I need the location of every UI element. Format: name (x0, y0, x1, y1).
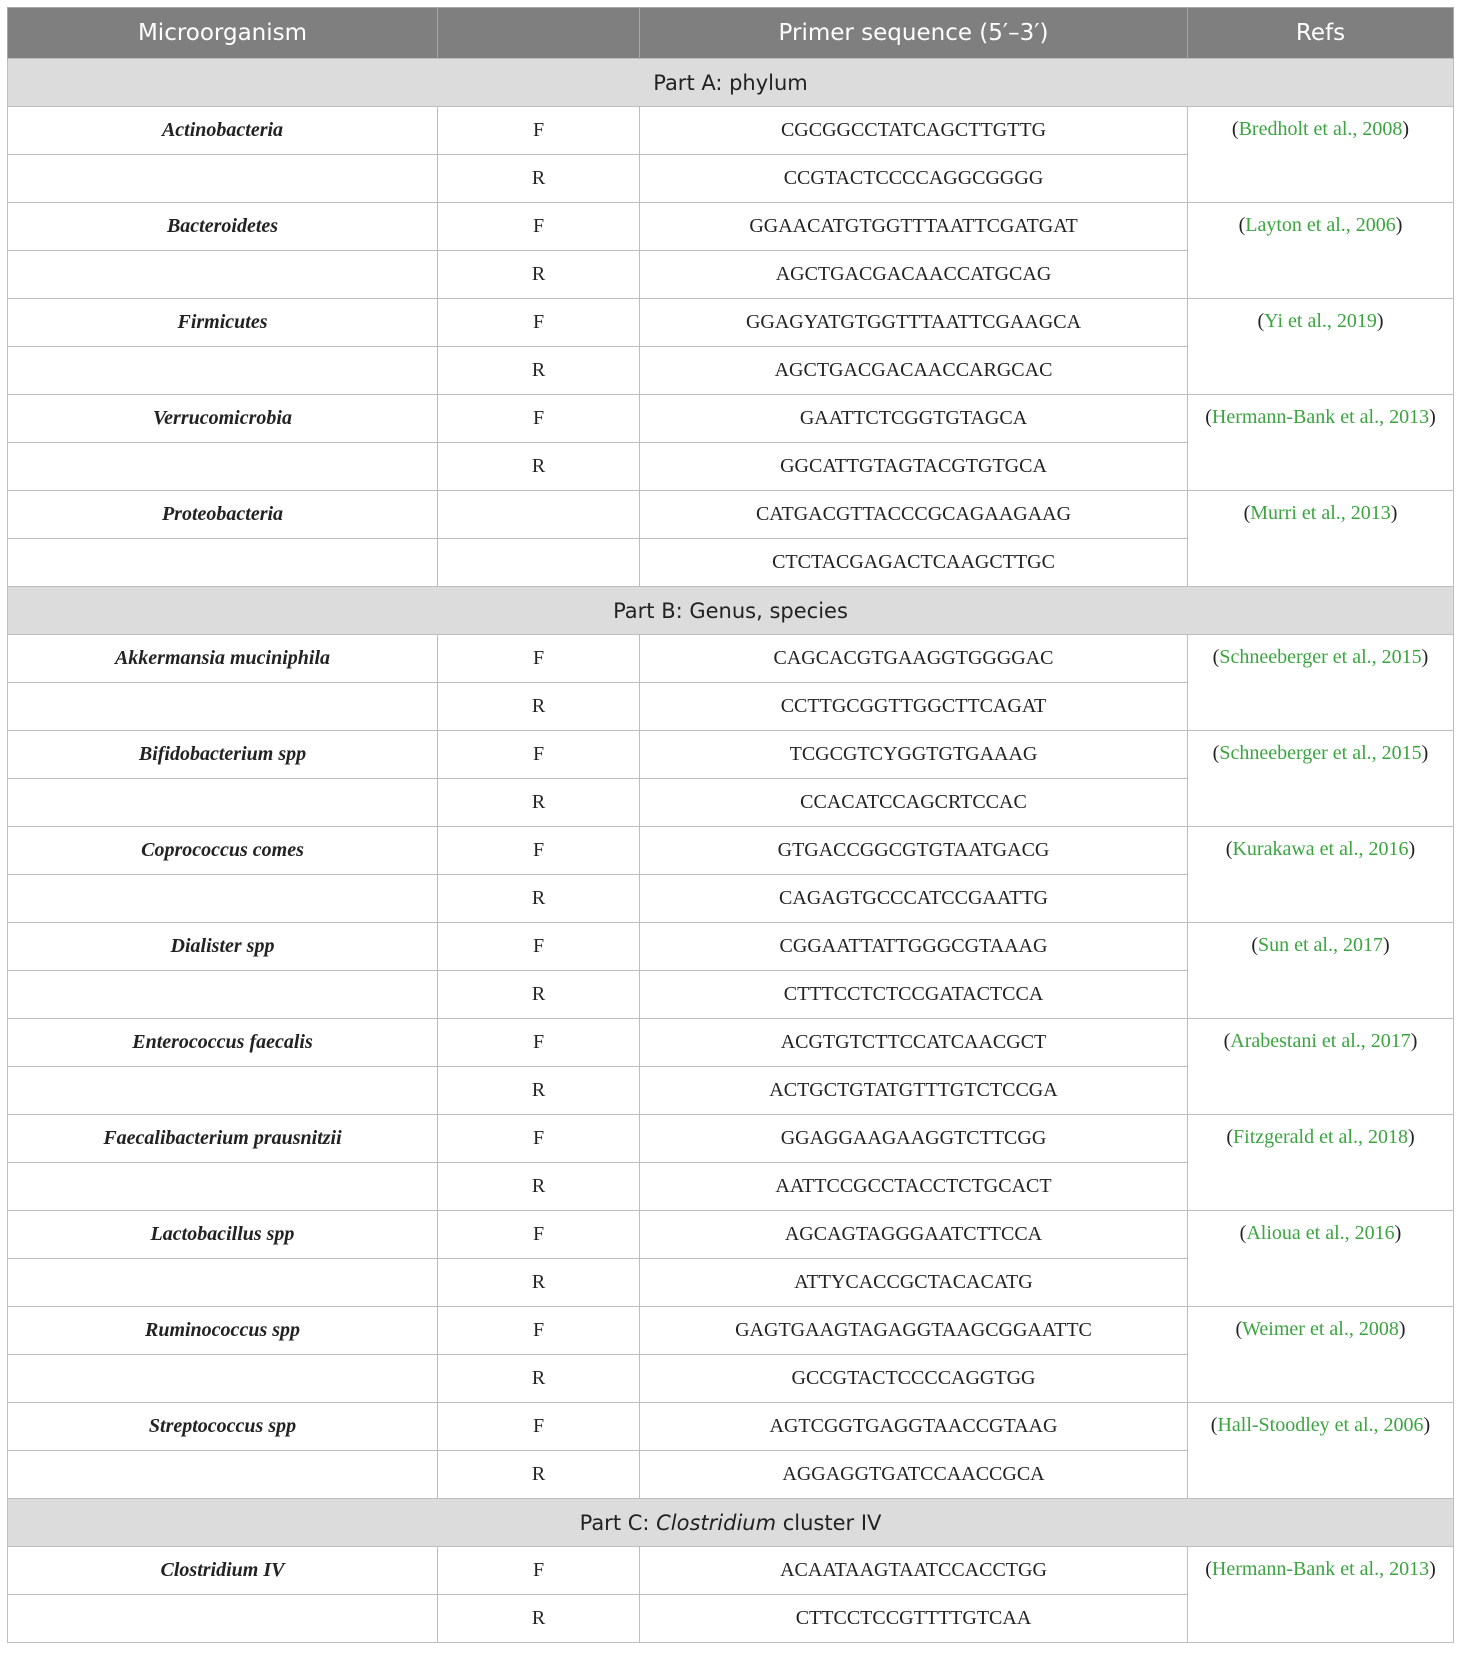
section-header-row (8, 587, 1454, 635)
header-refs: Refs (1188, 8, 1454, 59)
header-row (8, 8, 1454, 59)
open-paren: ( (1205, 1558, 1212, 1580)
strand-forward: F (438, 107, 640, 155)
strand-reverse: R (438, 1163, 640, 1211)
reverse-sequence: AATTCCGCCTACCTCTGCACT (640, 1163, 1188, 1211)
reference-cell (1188, 299, 1454, 395)
reference-cell (1188, 107, 1454, 203)
strand-forward: F (438, 1115, 640, 1163)
close-paren: ) (1429, 1558, 1436, 1580)
reference-link[interactable]: Schneeberger et al., 2015 (1219, 742, 1422, 764)
table-row-forward (8, 1211, 1454, 1259)
reference-link[interactable]: Arabestani et al., 2017 (1230, 1030, 1411, 1052)
organism-empty-cell (8, 1355, 438, 1403)
reference-cell (1188, 1019, 1454, 1115)
close-paren: ) (1421, 742, 1429, 764)
forward-sequence: CGGAATTATTGGGCGTAAAG (640, 923, 1188, 971)
header-primer-sequence: Primer sequence (5′–3′) (640, 8, 1188, 59)
header-microorganism: Microorganism (8, 8, 438, 59)
open-paren: ( (1231, 118, 1239, 140)
organism-name: Bacteroidetes (8, 203, 438, 251)
reverse-sequence: CTTCCTCCGTTTTGTCAA (640, 1595, 1188, 1643)
organism-empty-cell (8, 155, 438, 203)
strand-reverse: R (438, 1355, 640, 1403)
section-title: Part B: Genus, species (8, 587, 1454, 635)
strand-forward: F (438, 635, 640, 683)
forward-sequence: GGAGYATGTGGTTTAATTCGAAGCA (640, 299, 1188, 347)
section-title-prefix: Part C: (579, 1510, 657, 1535)
table-body (8, 59, 1454, 1643)
organism-empty-cell (8, 539, 438, 587)
strand-reverse: R (438, 1259, 640, 1307)
strand-reverse: R (438, 347, 640, 395)
strand-reverse: R (438, 443, 640, 491)
organism-empty-cell (8, 971, 438, 1019)
organism-name: Streptococcus spp (8, 1403, 438, 1451)
forward-sequence: CGCGGCCTATCAGCTTGTTG (640, 107, 1188, 155)
reference-link[interactable]: Fitzgerald et al., 2018 (1233, 1126, 1408, 1148)
organism-name: Akkermansia muciniphila (8, 635, 438, 683)
close-paren: ) (1402, 118, 1410, 140)
table-row-forward (8, 1403, 1454, 1451)
reference-link[interactable]: Yi et al., 2019 (1264, 310, 1377, 332)
strand-reverse: R (438, 251, 640, 299)
organism-empty-cell (8, 875, 438, 923)
reverse-sequence: CCACATCCAGCRTCCAC (640, 779, 1188, 827)
strand-forward: F (438, 923, 640, 971)
reverse-sequence: GGCATTGTAGTACGTGTGCA (640, 443, 1188, 491)
section-title: Part A: phylum (8, 59, 1454, 107)
forward-sequence: GTGACCGGCGTGTAATGACG (640, 827, 1188, 875)
forward-sequence: AGTCGGTGAGGTAACCGTAAG (640, 1403, 1188, 1451)
forward-sequence: ACGTGTCTTCCATCAACGCT (640, 1019, 1188, 1067)
reference-cell (1188, 491, 1454, 587)
reverse-sequence: AGCTGACGACAACCATGCAG (640, 251, 1188, 299)
strand-forward: F (438, 827, 640, 875)
strand-reverse: R (438, 1067, 640, 1115)
reference-link[interactable]: Murri et al., 2013 (1250, 502, 1391, 524)
table-row-forward (8, 635, 1454, 683)
strand-reverse: R (438, 155, 640, 203)
reference-cell (1188, 1211, 1454, 1307)
table-row-forward (8, 1547, 1454, 1595)
section-title-suffix: cluster IV (776, 1510, 882, 1535)
forward-sequence: CATGACGTTACCCGCAGAAGAAG (640, 491, 1188, 539)
close-paren: ) (1394, 1222, 1402, 1244)
reference-link[interactable]: Bredholt et al., 2008 (1238, 118, 1403, 140)
reverse-sequence: AGCTGACGACAACCARGCAC (640, 347, 1188, 395)
organism-empty-cell (8, 251, 438, 299)
close-paren: ) (1421, 646, 1429, 668)
organism-name: Actinobacteria (8, 107, 438, 155)
table-row-forward (8, 107, 1454, 155)
reference-link[interactable]: Kurakawa et al., 2016 (1232, 838, 1409, 860)
reference-link[interactable]: Sun et al., 2017 (1258, 934, 1383, 956)
reference-cell (1188, 1403, 1454, 1499)
organism-name: Faecalibacterium prausnitzii (8, 1115, 438, 1163)
organism-name: Ruminococcus spp (8, 1307, 438, 1355)
strand-forward: F (438, 203, 640, 251)
reference-cell (1188, 635, 1454, 731)
strand-reverse: R (438, 1595, 640, 1643)
reference-link[interactable]: Weimer et al., 2008 (1242, 1318, 1399, 1340)
reverse-sequence: ACTGCTGTATGTTTGTCTCCGA (640, 1067, 1188, 1115)
reference-cell (1188, 731, 1454, 827)
section-title-italic: Clostridium (656, 1510, 777, 1535)
open-paren: ( (1223, 1030, 1231, 1052)
organism-name: Verrucomicrobia (8, 395, 438, 443)
organism-name: Proteobacteria (8, 491, 438, 539)
strand-forward: F (438, 1547, 640, 1595)
organism-name: Enterococcus faecalis (8, 1019, 438, 1067)
strand-reverse: R (438, 779, 640, 827)
strand-forward: F (438, 1403, 640, 1451)
organism-empty-cell (8, 347, 438, 395)
organism-empty-cell (8, 779, 438, 827)
table-row-forward (8, 923, 1454, 971)
reference-cell (1188, 1115, 1454, 1211)
organism-empty-cell (8, 1163, 438, 1211)
forward-sequence: GGAGGAAGAAGGTCTTCGG (640, 1115, 1188, 1163)
strand-forward: F (438, 1019, 640, 1067)
organism-name: Bifidobacterium spp (8, 731, 438, 779)
reference-cell (1188, 1307, 1454, 1403)
organism-name: Firmicutes (8, 299, 438, 347)
reverse-sequence: CTCTACGAGACTCAAGCTTGC (640, 539, 1188, 587)
open-paren: ( (1205, 406, 1212, 428)
close-paren: ) (1395, 214, 1403, 236)
close-paren: ) (1423, 1414, 1431, 1436)
forward-sequence: ACAATAAGTAATCCACCTGG (640, 1547, 1188, 1595)
reference-cell (1188, 203, 1454, 299)
table-row-forward (8, 827, 1454, 875)
open-paren: ( (1257, 310, 1265, 332)
close-paren: ) (1407, 1126, 1415, 1148)
strand-reverse: R (438, 1451, 640, 1499)
reference-link[interactable]: Hall-Stoodley et al., 2006 (1217, 1414, 1424, 1436)
strand-forward: F (438, 731, 640, 779)
organism-name: Clostridium IV (8, 1547, 438, 1595)
organism-empty-cell (8, 1451, 438, 1499)
forward-sequence: GAGTGAAGTAGAGGTAAGCGGAATTC (640, 1307, 1188, 1355)
table-row-forward (8, 299, 1454, 347)
strand-forward (438, 491, 640, 539)
reference-link[interactable]: Hermann-Bank et al., 2013 (1211, 406, 1430, 428)
organism-name: Coprococcus comes (8, 827, 438, 875)
reference-link[interactable]: Hermann-Bank et al., 2013 (1211, 1558, 1430, 1580)
header-strand (438, 8, 640, 59)
open-paren: ( (1226, 1126, 1234, 1148)
primer-table-container (7, 7, 1453, 1643)
organism-name: Dialister spp (8, 923, 438, 971)
forward-sequence: GAATTCTCGGTGTAGCA (640, 395, 1188, 443)
section-header-row (8, 1499, 1454, 1547)
reference-link[interactable]: Schneeberger et al., 2015 (1219, 646, 1422, 668)
strand-forward: F (438, 1307, 640, 1355)
open-paren: ( (1212, 742, 1220, 764)
forward-sequence: TCGCGTCYGGTGTGAAAG (640, 731, 1188, 779)
reverse-sequence: CAGAGTGCCCATCCGAATTG (640, 875, 1188, 923)
reference-link[interactable]: Alioua et al., 2016 (1246, 1222, 1395, 1244)
table-row-forward (8, 1307, 1454, 1355)
section-title (8, 1499, 1454, 1547)
open-paren: ( (1238, 214, 1246, 236)
strand-reverse: R (438, 971, 640, 1019)
open-paren: ( (1212, 646, 1220, 668)
organism-empty-cell (8, 443, 438, 491)
table-row-forward (8, 1019, 1454, 1067)
open-paren: ( (1251, 934, 1258, 956)
close-paren: ) (1398, 1318, 1406, 1340)
table-row-forward (8, 203, 1454, 251)
strand-forward: F (438, 1211, 640, 1259)
organism-name: Lactobacillus spp (8, 1211, 438, 1259)
close-paren: ) (1376, 310, 1384, 332)
reverse-sequence: CCTTGCGGTTGGCTTCAGAT (640, 683, 1188, 731)
organism-empty-cell (8, 683, 438, 731)
reference-link[interactable]: Layton et al., 2006 (1245, 214, 1396, 236)
organism-empty-cell (8, 1067, 438, 1115)
table-row-forward (8, 1115, 1454, 1163)
close-paren: ) (1408, 838, 1416, 860)
organism-empty-cell (8, 1259, 438, 1307)
strand-forward: F (438, 299, 640, 347)
open-paren: ( (1243, 502, 1251, 524)
organism-empty-cell (8, 1595, 438, 1643)
reference-cell (1188, 395, 1454, 491)
close-paren: ) (1390, 502, 1398, 524)
forward-sequence: AGCAGTAGGGAATCTTCCA (640, 1211, 1188, 1259)
open-paren: ( (1225, 838, 1233, 860)
reference-cell (1188, 923, 1454, 1019)
reverse-sequence: ATTYCACCGCTACACATG (640, 1259, 1188, 1307)
forward-sequence: CAGCACGTGAAGGTGGGGAC (640, 635, 1188, 683)
close-paren: ) (1383, 934, 1390, 956)
table-row-forward (8, 731, 1454, 779)
reverse-sequence: AGGAGGTGATCCAACCGCA (640, 1451, 1188, 1499)
close-paren: ) (1410, 1030, 1418, 1052)
reverse-sequence: GCCGTACTCCCCAGGTGG (640, 1355, 1188, 1403)
open-paren: ( (1235, 1318, 1243, 1340)
strand-reverse (438, 539, 640, 587)
reference-cell (1188, 827, 1454, 923)
open-paren: ( (1239, 1222, 1247, 1244)
reverse-sequence: CCGTACTCCCCAGGCGGGG (640, 155, 1188, 203)
close-paren: ) (1429, 406, 1436, 428)
reverse-sequence: CTTTCCTCTCCGATACTCCA (640, 971, 1188, 1019)
primer-table (7, 7, 1454, 1643)
strand-forward: F (438, 395, 640, 443)
table-row-forward (8, 491, 1454, 539)
reference-cell (1188, 1547, 1454, 1643)
open-paren: ( (1210, 1414, 1218, 1436)
section-header-row (8, 59, 1454, 107)
strand-reverse: R (438, 683, 640, 731)
strand-reverse: R (438, 875, 640, 923)
table-row-forward (8, 395, 1454, 443)
forward-sequence: GGAACATGTGGTTTAATTCGATGAT (640, 203, 1188, 251)
